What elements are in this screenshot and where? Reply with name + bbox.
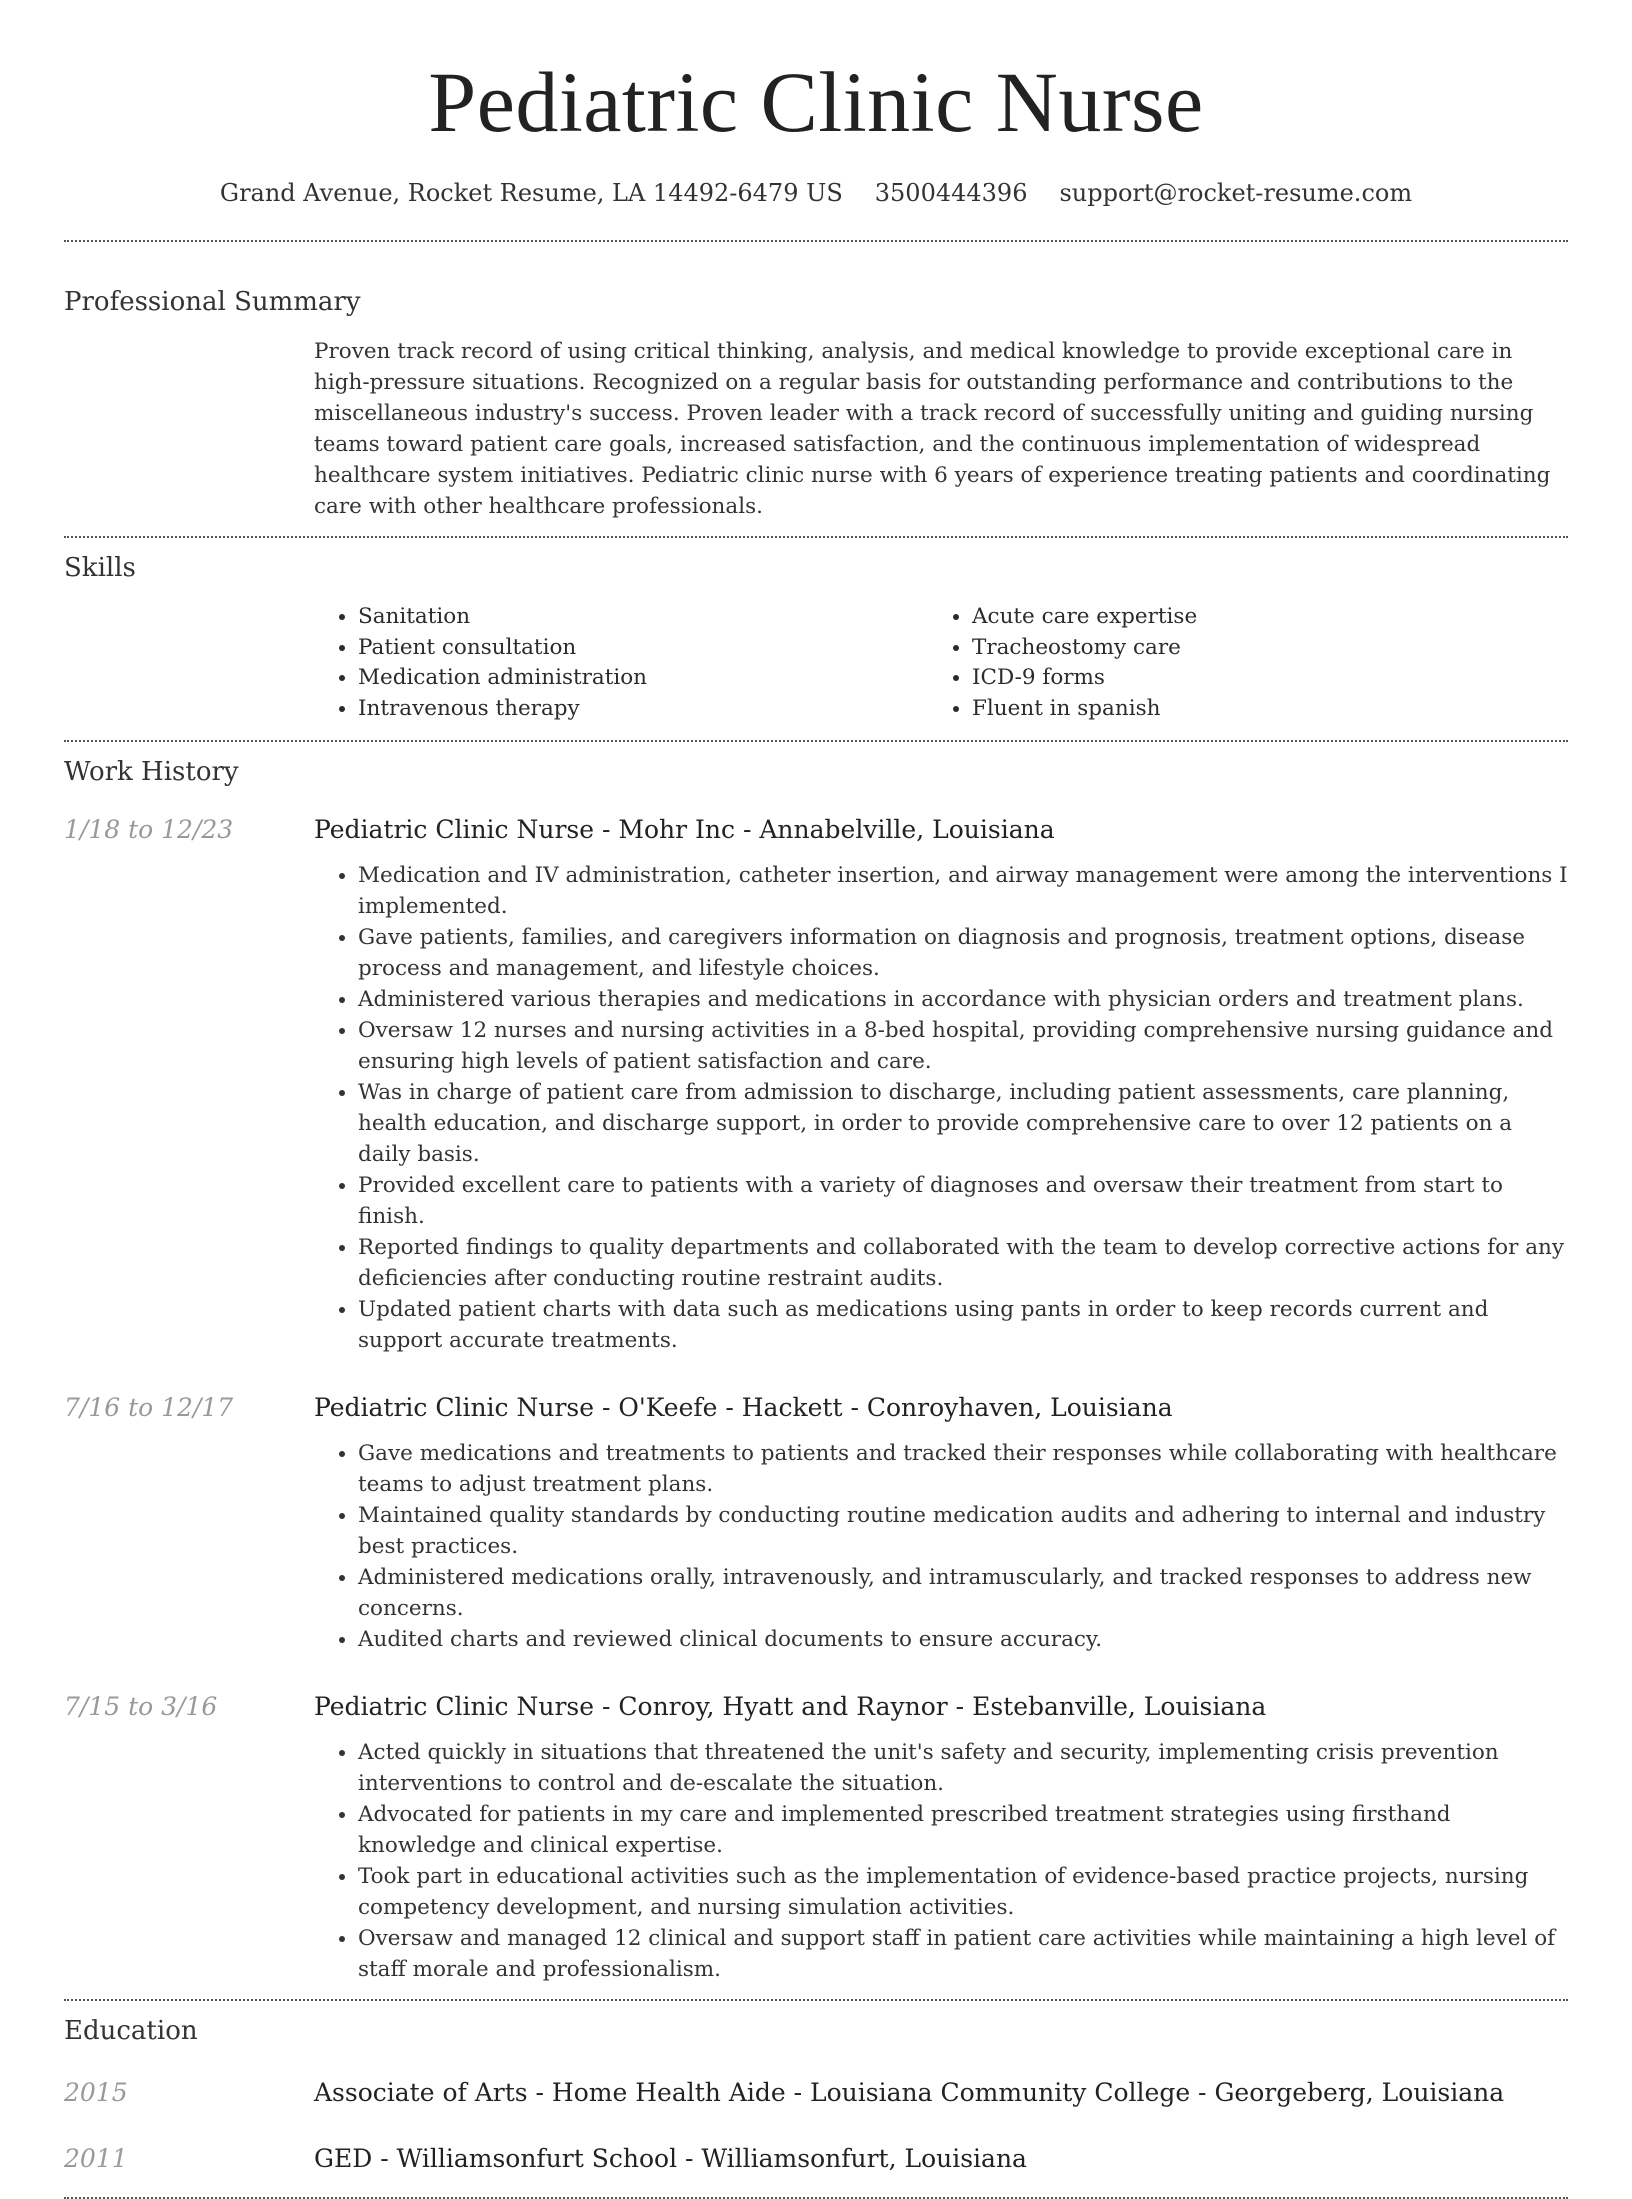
job-bullet: • Administered various therapies and medications in accordance with physician orders and treatment plans.: [358, 984, 1568, 1015]
job-bullet: • Oversaw and managed 12 clinical and support staff in patient care activities while maintaining a high level of staff morale and professionalism.: [358, 1923, 1568, 1985]
job-bullet: • Gave patients, families, and caregivers information on diagnosis and prognosis, treatment options, disease process and management, and lifestyle choices.: [358, 922, 1568, 984]
contact-line: [64, 176, 1568, 210]
job-dates: 7/15 to 3/16: [64, 1692, 218, 1721]
education-heading: Associate of Arts - Home Health Aide - Louisiana Community College - Georgeberg, Louisiana: [314, 2078, 1505, 2107]
job-bullet: • Updated patient charts with data such as medications using pants in order to keep records current and support accurate treatments.: [358, 1294, 1568, 1356]
section-title-education: Education: [64, 2016, 198, 2046]
job-entry: [64, 812, 1568, 1356]
divider: [64, 740, 1568, 742]
section-title-summary: Professional Summary: [64, 287, 361, 317]
divider: [64, 536, 1568, 538]
job-bullet: • Was in charge of patient care from admission to discharge, including patient assessments, care planning, health education, and discharge support, in order to provide comprehensive care to over 12 patients on a daily basis.: [358, 1077, 1568, 1170]
divider: [64, 1999, 1568, 2001]
education-entry: [64, 2141, 1568, 2177]
divider: [64, 240, 1568, 242]
summary-text: Proven track record of using critical thinking, analysis, and medical knowledge to provide exceptional care in high-pressure situations. Recognized on a regular basis for outstanding performance and contributions to the miscellaneous industry's success. Proven leader with a track record of successfully uniting and guiding nursing teams toward patient care goals, increased satisfaction, and the continuous implementation of widespread healthcare system initiatives. Pediatric clinic nurse with 6 years of experience treating patients and coordinating care with other healthcare professionals.: [314, 339, 1551, 519]
education-entry: [64, 2075, 1568, 2111]
contact-phone: 3500444396: [874, 179, 1028, 207]
job-bullet: • Administered medications orally, intravenously, and intramuscularly, and tracked responses to address new concerns.: [358, 1562, 1568, 1624]
skill-item: • ICD-9 forms: [972, 663, 1542, 694]
contact-email: support@rocket-resume.com: [1059, 179, 1413, 207]
section-title-work-history: Work History: [64, 757, 239, 787]
contact-address: Grand Avenue, Rocket Resume, LA 14492-6479 US: [219, 179, 843, 207]
skill-item: • Acute care expertise: [972, 602, 1542, 633]
education-date: 2011: [64, 2144, 128, 2173]
job-bullets: [314, 1737, 1568, 1985]
job-bullet: • Advocated for patients in my care and implemented prescribed treatment strategies using firsthand knowledge and clinical expertise.: [358, 1799, 1568, 1861]
job-dates: 1/18 to 12/23: [64, 815, 234, 844]
job-bullet: • Reported findings to quality departments and collaborated with the team to develop corrective actions for any deficiencies after conducting routine restraint audits.: [358, 1232, 1568, 1294]
skill-item: • Intravenous therapy: [358, 694, 928, 725]
job-bullet: • Oversaw 12 nurses and nursing activities in a 8-bed hospital, providing comprehensive nursing guidance and ensuring high levels of patient satisfaction and care.: [358, 1015, 1568, 1077]
job-bullets: [314, 860, 1568, 1356]
job-heading: Pediatric Clinic Nurse - Mohr Inc - Annabelville, Louisiana: [314, 815, 1055, 844]
skill-item: • Sanitation: [358, 602, 928, 633]
education-date: 2015: [64, 2078, 128, 2107]
job-heading: Pediatric Clinic Nurse - Conroy, Hyatt and Raynor - Estebanville, Louisiana: [314, 1692, 1267, 1721]
skill-item: • Fluent in spanish: [972, 694, 1542, 725]
job-bullet: • Took part in educational activities such as the implementation of evidence-based practice projects, nursing competency development, and nursing simulation activities.: [358, 1861, 1568, 1923]
job-bullet: • Maintained quality standards by conducting routine medication audits and adhering to internal and industry best practices.: [358, 1500, 1568, 1562]
job-entry: [64, 1390, 1568, 1655]
skills-list: [314, 602, 1568, 724]
job-bullet: • Acted quickly in situations that threatened the unit's safety and security, implementing crisis prevention interventions to control and de-escalate the situation.: [358, 1737, 1568, 1799]
skills-column-left: [314, 602, 928, 724]
skills-column-right: [928, 602, 1542, 724]
job-dates: 7/16 to 12/17: [64, 1393, 234, 1422]
job-bullets: [314, 1438, 1568, 1655]
skill-item: • Medication administration: [358, 663, 928, 694]
section-title-skills: Skills: [64, 553, 136, 583]
job-bullet: • Medication and IV administration, catheter insertion, and airway management were among the interventions I implemented.: [358, 860, 1568, 922]
job-heading: Pediatric Clinic Nurse - O'Keefe - Hackett - Conroyhaven, Louisiana: [314, 1393, 1173, 1422]
skill-item: • Tracheostomy care: [972, 633, 1542, 664]
job-entry: [64, 1689, 1568, 1985]
job-bullet: • Provided excellent care to patients with a variety of diagnoses and oversaw their treatment from start to finish.: [358, 1170, 1568, 1232]
job-bullet: • Audited charts and reviewed clinical documents to ensure accuracy.: [358, 1624, 1568, 1655]
skill-item: • Patient consultation: [358, 633, 928, 664]
education-heading: GED - Williamsonfurt School - Williamsonfurt, Louisiana: [314, 2144, 1027, 2173]
candidate-name: Pediatric Clinic Nurse: [428, 54, 1204, 150]
job-bullet: • Gave medications and treatments to patients and tracked their responses while collaborating with healthcare teams to adjust treatment plans.: [358, 1438, 1568, 1500]
